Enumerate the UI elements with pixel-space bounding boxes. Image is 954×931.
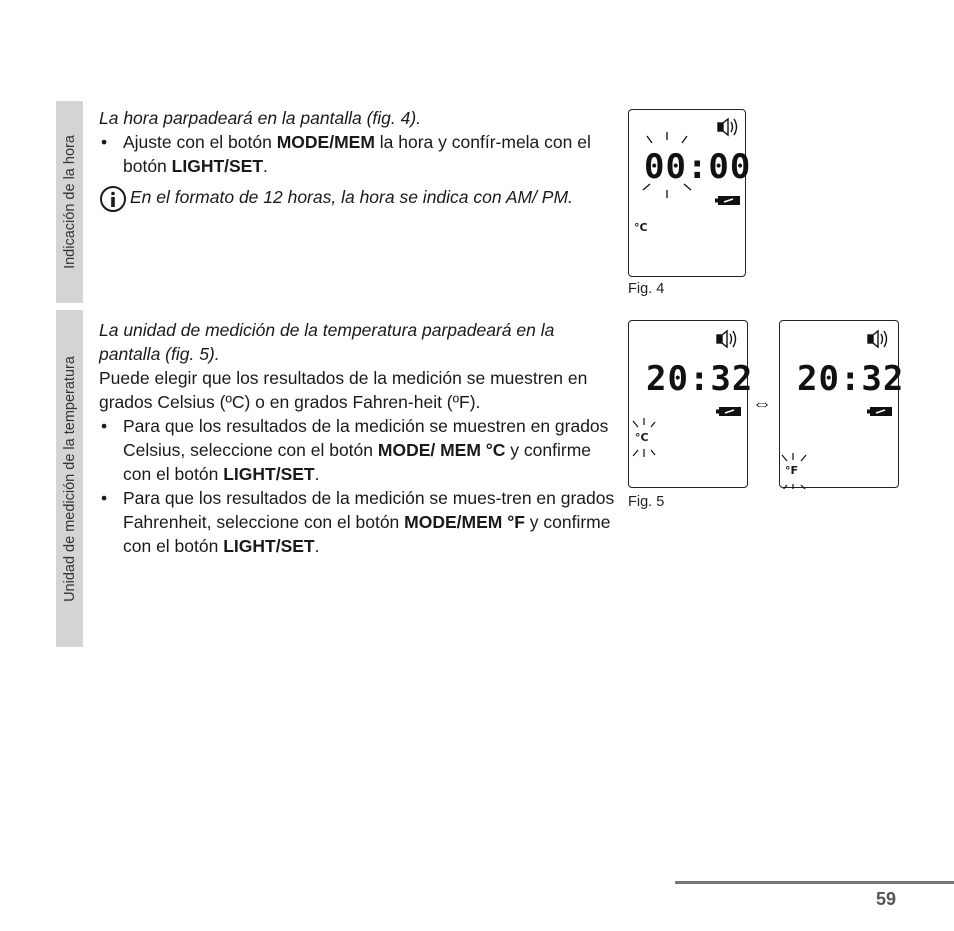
- fig5-lcd-celsius: [628, 320, 754, 488]
- fig5-lcd-fahrenheit: [779, 320, 905, 488]
- info-icon: [99, 185, 127, 213]
- speaker-icon: [868, 331, 887, 347]
- lcd-time: 20:32: [797, 359, 905, 399]
- lcd-unit: °C: [635, 431, 649, 444]
- fig4-caption: Fig. 4: [628, 281, 665, 297]
- battery-icon: [716, 407, 741, 416]
- section-time-text: [99, 106, 614, 209]
- fig4-lcd-display: [628, 109, 752, 277]
- fig5-caption: Fig. 5: [628, 494, 665, 510]
- page-number: 59: [876, 889, 897, 909]
- section1-bullet: • Ajuste con el botón MODE/MEM la hora y confír-mela con el botón LIGHT/SET.: [99, 130, 614, 178]
- lcd-time: 20:32: [646, 359, 754, 399]
- section2-bullet-fahrenheit: • Para que los resultados de la medición se mues-tren en grados Fahrenheit, seleccione con el botón MODE/MEM °F y confirme con el botón LIGHT/SET.: [99, 486, 619, 558]
- info-note-text: En el formato de 12 horas, la hora se indica con AM/ PM.: [130, 187, 573, 207]
- section1-intro: La hora parpadeará en la pantalla (fig. 4).: [99, 108, 422, 128]
- section2-paragraph: Puede elegir que los resultados de la medición se muestren en grados Celsius (ºC) o en grados Fahren-heit (ºF).: [99, 368, 588, 412]
- lcd-unit: °F: [785, 464, 799, 477]
- section-temperature-text: [99, 318, 619, 558]
- section2-bullet-celsius: • Para que los resultados de la medición se muestren en grados Celsius, seleccione con el botón MODE/ MEM °C y confirme con el botón LIGHT/SET.: [99, 414, 619, 486]
- section2-intro: La unidad de medición de la temperatura parpadeará en la pantalla (fig. 5).: [99, 320, 555, 364]
- sidebar-tab-label: Unidad de medición de la temperatura: [61, 355, 78, 602]
- battery-icon: [715, 196, 740, 205]
- footer-rule: [675, 881, 954, 884]
- lcd-unit: °C: [634, 221, 648, 234]
- sidebar-tab-temperature-unit: [56, 310, 83, 647]
- lcd-time: 00:00: [644, 147, 752, 187]
- speaker-icon: [718, 119, 737, 135]
- info-note: [99, 185, 614, 209]
- swap-arrow-icon: ⇔: [752, 393, 772, 415]
- sidebar-tab-time-display: [56, 101, 83, 303]
- speaker-icon: [717, 331, 736, 347]
- battery-icon: [867, 407, 892, 416]
- sidebar-tab-label: Indicación de la hora: [61, 135, 78, 269]
